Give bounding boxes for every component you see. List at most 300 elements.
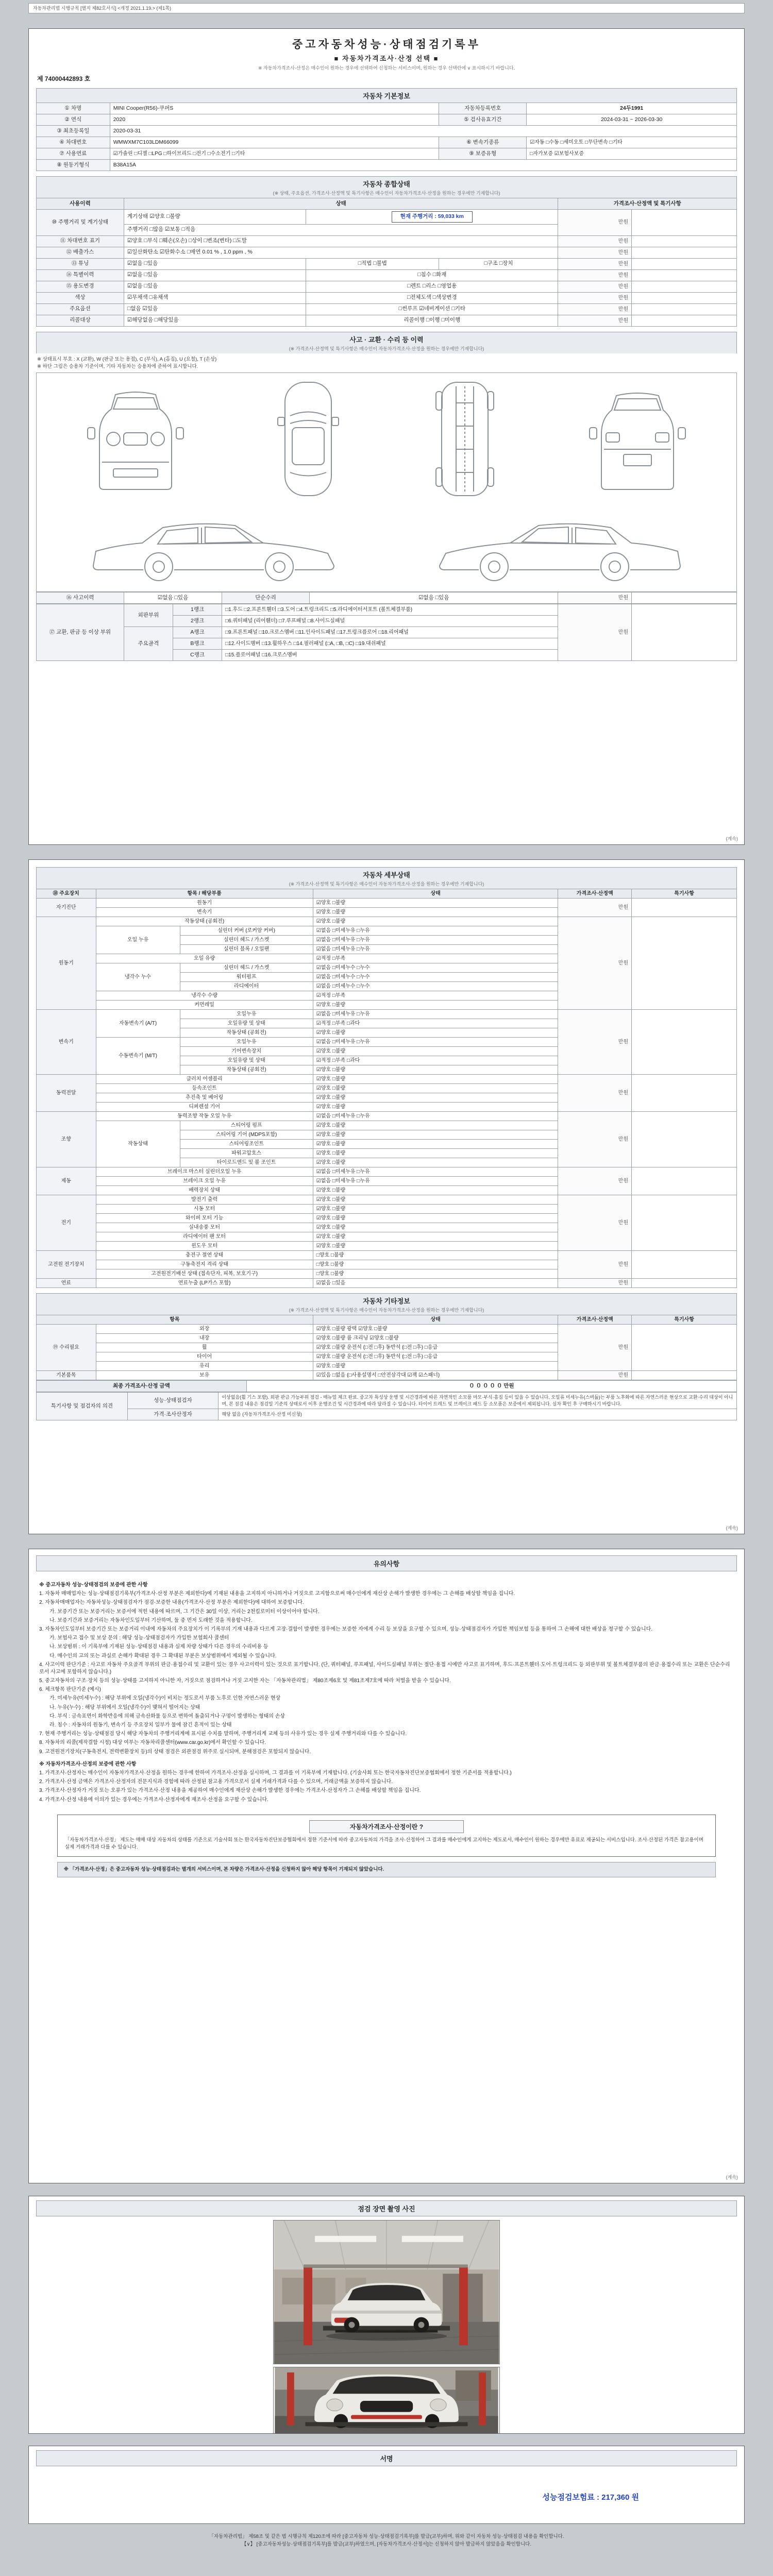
section-note-etc: (※ 가격조사·산정액 및 특기사항은 매수인이 자동차가격조사·산정을 원하는 경우에만 기재합니다) [289, 1308, 484, 1313]
table-cell: ☑없음 □미세누수 □누수 [313, 982, 558, 991]
table-cell: ☑없음 □미세누유 □누유 [313, 1177, 558, 1186]
page-continue-mark: (계속) [726, 1526, 738, 1531]
table-cell: 원동기 [37, 917, 96, 1010]
inspector-opinion-table [36, 1392, 737, 1420]
footer-line-2: 【∨】 [중고자동차성능·상태점검기록부]를 발급(교부)하였으며, [자동차가격조사·산정서]는 신청하지 않아 발급하지 않았음을 확인합니다. [242, 2541, 531, 2548]
notices-title: 유의사항 [36, 1555, 737, 1571]
table-cell: 와이퍼 모터 기능 [96, 1214, 313, 1223]
table-cell: 만원 [558, 1112, 632, 1167]
table-cell: 만원 [558, 604, 632, 661]
table-cell: ☑양호 □불량 운전석 (□전 □후) 동반석 (□전 □후) □응급 [313, 1343, 558, 1352]
table-cell: 오일유량 및 상태 [180, 1019, 313, 1028]
table-cell: 조향 [37, 1112, 96, 1167]
column-header-cell: 특기사항 [632, 889, 737, 899]
table-cell: ⑩ 주행거리 및 계기상태 [37, 210, 124, 236]
table-cell: 작동상태 [96, 1121, 180, 1167]
table-cell: 만원 [558, 269, 632, 281]
notice-line: 3. 가격조사·산정자가 거짓 또는 오류가 있는 가격조사·산정 내용을 제공하여 매수인에게 재산상 손해가 발생한 경우에는 가격조사·산정자가 그 손해를 배상할 책임을 집니다. [39, 1788, 421, 1794]
table-cell: ☑없음 □미세누수 □누수 [313, 973, 558, 982]
table-cell: ☑없음 □미세누유 □누유 [313, 926, 558, 936]
table-cell: 단순수리 [222, 592, 310, 604]
report-title-note: ※ 자동차가격조사·산정은 매수인이 원하는 경우에 선택하여 신청하는 서비스이며, 원하는 경우 선택란에 ∨ 표시하시기 바랍니다. [258, 65, 515, 71]
section-header-overall [36, 176, 737, 198]
car-underbody-diagram [426, 377, 503, 501]
table-cell: 만원 [558, 210, 632, 236]
table-cell: 냉각수 수량 [96, 991, 313, 1001]
table-cell: 오일 누유 [96, 926, 180, 954]
car-damage-diagram-panel [36, 372, 737, 592]
table-cell: □12.사이드멤버 □13.휠하우스 □14.필러패널 (□A, □B, □C) □19.대쉬패널 [222, 638, 558, 650]
table-cell: 색상 [37, 292, 124, 303]
table-cell: ⑤ 검사유효기간 [439, 114, 527, 126]
table-cell: 만원 [558, 235, 632, 247]
notice-line: 1. 가격조사·산정자는 매수인이 자동차가격조사·산정을 원하는 경우에 한하여 가격조사·산정을 실시하며, 그 결과를 이 기록부에 기재합니다. (기술사회 또는 한국자동차진단보증협회에서 정한 기준서를 적용합니다.) [39, 1770, 512, 1776]
notice-line: 5. 중고자동차의 구조·장치 등의 성능·상태를 고지하지 아니한 자, 거짓으로 점검하거나 거짓 고지한 자는 「자동차관리법」 제80조제6호 및 제81조제7호에 따라 처벌을 받을 수 있습니다. [39, 1678, 451, 1684]
table-cell: 성능·상태점검자 [127, 1393, 219, 1409]
table-cell: □렌트 □리스 □영업용 [306, 281, 558, 292]
column-header-cell: 가격조사·산정액 [558, 889, 632, 899]
detail-condition-table-grid [36, 889, 737, 1288]
table-cell: MINI Cooper(R56)-쿠퍼S [110, 103, 439, 114]
table-cell: 휠 [96, 1343, 313, 1352]
page-continue-mark: (계속) [726, 836, 738, 841]
signature-body [36, 2466, 737, 2518]
table-cell: ☑양호 □불량 [313, 1093, 558, 1103]
table-cell: 자동차등록번호 [439, 103, 527, 114]
table-cell: ⑰ 교환, 판금 등 이상 부위 [37, 604, 124, 661]
table-cell: □9.프론트패널 □10.크로스멤버 □11.인사이드패널 □17.트렁크플로어 □18.리어패널 [222, 627, 558, 638]
document-number: 제 74000442893 호 [37, 75, 91, 82]
table-cell [306, 210, 558, 225]
table-cell: □침수 □화재 [306, 269, 558, 281]
accident-history-table [36, 592, 737, 604]
table-cell [632, 917, 737, 1010]
table-cell: ☑양호 □불량 룸 크리닝 ☑양호 □불량 [313, 1334, 558, 1343]
table-cell: ☑적정 □부족 □과다 [313, 1056, 558, 1065]
accident-history-table-grid [36, 592, 737, 604]
table-cell: 구동축전지 격리 상태 [96, 1260, 313, 1269]
table-cell: 충전구 절연 상태 [96, 1251, 313, 1260]
table-cell: B38A15A [110, 160, 736, 171]
column-header-cell: 항목 / 해당부품 [96, 889, 313, 899]
table-cell: 스티어링 펌프 [180, 1121, 313, 1130]
table-cell [632, 269, 737, 281]
report-subtitle: ■ 자동차가격조사·산정 선택 ■ [334, 55, 439, 62]
etc-info-table-grid [36, 1315, 737, 1380]
table-cell: ☑없음 □미세누유 □누유 [313, 1010, 558, 1019]
table-cell: 윈도우 모터 [96, 1242, 313, 1251]
table-cell: 만원 [558, 1251, 632, 1279]
table-cell: ☑무채색 □유채색 [124, 292, 306, 303]
table-cell: 파워고압호스 [180, 1149, 313, 1158]
table-cell [632, 315, 737, 326]
table-cell: 주요골격 [124, 627, 173, 661]
damage-code-legend-line2: ※ 하단 그림은 승용차 기준이며, 기타 자동차는 승용차에 준하여 표시합니다. [37, 363, 198, 369]
table-cell: ☑양호 □불량 [313, 1158, 558, 1167]
table-cell: 실린더 블록 / 오일팬 [180, 945, 313, 954]
table-cell: ☑양호 □불량 [313, 1121, 558, 1130]
inspection-photo-wide [273, 2220, 500, 2364]
section-header-etc [36, 1293, 737, 1315]
table-cell: 라디에이터 [180, 982, 313, 991]
table-cell: 주행거리 □많음 ☑보통 □적음 [124, 224, 558, 235]
table-cell [632, 1195, 737, 1251]
table-cell: 원동기 [96, 899, 313, 908]
table-cell: 보유 [96, 1371, 313, 1380]
section-header-accident [36, 332, 737, 353]
table-cell: ⑫ 배출가스 [37, 247, 124, 258]
table-cell [632, 1010, 737, 1075]
table-cell: 만원 [558, 315, 632, 326]
column-header-cell: 상태 [313, 1315, 558, 1325]
table-cell [632, 1167, 737, 1195]
table-cell: ☑없음 □있음 [124, 592, 222, 604]
table-cell: 배력장치 상태 [96, 1186, 313, 1195]
table-cell: ☑없음 □미세누수 □누수 [313, 963, 558, 973]
table-cell: ☑없음 □있음 [124, 258, 306, 269]
table-cell: ☑양호 □불량 [313, 1195, 558, 1205]
table-cell: ☑적정 □부족 [313, 991, 558, 1001]
notice-line: 나. 누유(누수) : 해당 부위에서 오일(냉각수)이 맺혀서 떨어지는 상태 [49, 1704, 200, 1710]
table-cell [632, 1251, 737, 1279]
table-cell: 시동 모터 [96, 1205, 313, 1214]
table-cell: ☑양호 □불량 [313, 1223, 558, 1232]
table-cell: ☑양호 □불량 운전석 (□전 □후) 동반석 (□전 □후) □응급 [313, 1352, 558, 1362]
table-cell: 타이로드엔드 및 볼 조인트 [180, 1158, 313, 1167]
table-cell: 전기 [37, 1195, 96, 1251]
table-cell: ☑양호 □불량 [313, 1214, 558, 1223]
table-cell: ⑥ 변속기종류 [439, 137, 527, 148]
table-cell: 라디에이터 팬 모터 [96, 1232, 313, 1242]
table-cell: □6.쿼터패널 (리어휀더) □7.루프패널 □8.사이드실패널 [222, 616, 558, 627]
section-title-accident: 사고 · 교환 · 수리 등 이력 [349, 335, 424, 344]
table-cell: ☑양호 □불량 [313, 1205, 558, 1214]
table-cell: ☑양호 □불량 [313, 1130, 558, 1140]
table-cell [632, 1279, 737, 1288]
table-cell [632, 592, 737, 604]
page-continue-mark: (계속) [726, 2175, 738, 2180]
table-cell: 작동상태 (공회전) [96, 917, 313, 926]
section-title-etc: 자동차 기타정보 [363, 1297, 410, 1305]
table-cell: ☑양호 □불량 [313, 1084, 558, 1093]
table-cell: 2024-03-31 ~ 2026-03-30 [527, 114, 737, 126]
table-cell: ② 연식 [37, 114, 110, 126]
table-cell: ☑양호 □불량 [313, 1028, 558, 1038]
notice-line: 1. 자동차 매매업자는 성능·상태점검기록부(가격조사·산정 부분은 제외한다)에 기재된 내용을 고지하지 아니하거나 거짓으로 고지함으로써 매수인에게 재산상 손해가 발생한 경우에는 그 손해를 배상할 책임을 집니다. [39, 1591, 515, 1597]
table-cell: ① 차명 [37, 103, 110, 114]
table-cell: 만원 [558, 917, 632, 1010]
table-cell: 클러치 어셈블리 [96, 1075, 313, 1084]
table-cell: 이상없음(휠 기스 포함). 외판 판금 가능부위 점검 - 매뉴얼 체크 완료. 중고차 특성상 운행 및 시간경과에 따른 자연적인 소모품 마모·부식·흠집 등이 있을 수 있습니다. 오일류 미세누유(스며듦)는 부품 노후화에 따른 자연스러운 현상으로 교환·수리 대상이 아니며, 본 점검 내용은 점검일 기준의 상태로서 이후 운행조건 및 시간경과에 따라 달라질 수 있습니다. 타이어 트레드 및 브레이크 패드 등 소모품은 보증에서 제외됩니다. 실차 확인 후 구매하시기 바랍니다. [219, 1393, 737, 1409]
table-cell: ☑없음 □있음 [310, 592, 558, 604]
table-cell: 외장 [96, 1325, 313, 1334]
table-cell [632, 604, 737, 661]
notice-line: 6. 체크항목 판단기준 (예시) [39, 1687, 101, 1693]
table-cell [632, 281, 737, 292]
notice-line: ※ 자동차가격조사·산정의 보증에 관한 사항 [39, 1761, 137, 1767]
table-cell [632, 210, 737, 236]
table-cell: 2020 [110, 114, 439, 126]
table-cell: ③ 최초등록일 [37, 126, 110, 137]
table-cell: 만원 [558, 1279, 632, 1288]
table-cell: 디퍼렌셜 기어 [96, 1103, 313, 1112]
table-cell: 외판부위 [124, 604, 173, 627]
table-cell: B랭크 [173, 638, 222, 650]
table-cell: □썬루프 ☑네비게이션 □기타 [306, 303, 558, 315]
table-cell [632, 235, 737, 247]
notice-line: 3. 자동차인도일부터 보증기간 또는 보증거리 이내에 자동차의 주요장치가 이 기록부의 기재 내용과 다르게 고장·결함이 발생한 경우에는 보증한 자에게 수리 등 보상을 요구할 수 있으며, 성능·상태점검자가 가입한 책임보험 등을 통하여 그 손해에 대한 배상을 청구할 수 있습니다. [39, 1626, 653, 1632]
notice-line: 2. 자동차매매업자는 자동차성능·상태점검자가 점검·보증한 내용(가격조사·산정 부분은 제외한다)에 대하여 보증합니다. [39, 1600, 304, 1606]
car-diagram-row-1 [42, 377, 731, 501]
notices-page [28, 1549, 745, 2183]
table-cell: 만원 [558, 592, 632, 604]
table-cell: 변속기 [96, 908, 313, 917]
final-price-table-grid [36, 1380, 737, 1392]
section-note-detail: (※ 가격조사·산정액 및 특기사항은 매수인이 자동차가격조사·산정을 원하는 경우에만 기재합니다) [289, 882, 484, 887]
price-survey-definition-text: 「자동차가격조사·산정」 제도는 매매 대상 자동차의 상태를 기준으로 기술사회 또는 한국자동차진단보증협회에서 정한 기준서에 따라 중고자동차의 가격을 조사·산정하여 그 결과를 매수인에게 고지하는 제도로서, 매수인이 원하는 경우에만 유료로 제공되는 서비스입니다. 조사·산정된 가격은 참고용이며 실제 거래가격과 다를 수 있습니다. [64, 1837, 703, 1850]
page-footer [28, 2533, 745, 2548]
detail-condition-table [36, 889, 737, 1288]
mileage-box: 현재 주행거리 : 59,033 km [392, 211, 473, 223]
notice-line: 라. 침수 : 자동차의 원동기, 변속기 등 주요장치 일부가 물에 잠긴 흔적이 있는 상태 [49, 1722, 232, 1728]
table-cell: C랭크 [173, 650, 222, 661]
table-cell: ☑양호 □불량 [313, 1186, 558, 1195]
table-cell: 냉각수 누수 [96, 963, 180, 991]
table-cell: 기본품목 [37, 1371, 96, 1380]
table-cell: ☑양호 □불량 [313, 1232, 558, 1242]
table-cell: ☑양호 □불량 [313, 1362, 558, 1371]
table-cell: ☑가솔린 □디젤 □LPG □하이브리드 □전기 □수소전기 □기타 [110, 148, 439, 160]
table-cell: ☑없음 □있음 [124, 281, 306, 292]
notice-line: 나. 보상범위 : 이 기록부에 기재된 성능·상태점검 내용과 실제 차량 상태가 다른 경우의 수리비용 등 [49, 1644, 268, 1650]
table-cell: 만원 [558, 899, 632, 917]
column-header-cell: 가격조사·산정액 및 특기사항 [558, 198, 737, 210]
table-cell: ☑없음 □미세누유 □누유 [313, 945, 558, 954]
table-cell [632, 247, 737, 258]
notice-line: 2. 가격조사·산정 금액은 가격조사·산정자의 전문지식과 경험에 따라 산정된 참고용 가격으로서 실제 거래가격과 다를 수 있으며, 거래금액을 보증하지 않습니다. [39, 1779, 393, 1785]
table-cell: 가격·조사산정자 [127, 1409, 219, 1420]
table-cell: ☑양호 □불량 [313, 1001, 558, 1010]
table-cell: ☑양호 □불량 [313, 1075, 558, 1084]
table-cell: ④ 차대번호 [37, 137, 110, 148]
column-header-cell: 상태 [124, 198, 558, 210]
table-cell: 오일누유 [180, 1038, 313, 1047]
notice-line: 가. 보험사고 접수 및 보상 문의 : 해당 성능·상태점검자가 가입한 보험회사 콜센터 [49, 1635, 229, 1641]
notice-line: 나. 보증기간과 보증거리는 자동차인도일부터 기산하며, 둘 중 먼저 도래한 것을 적용합니다. [49, 1617, 253, 1623]
inspector-opinion-table-grid [36, 1392, 737, 1420]
table-cell: 특기사항 및 점검자의 의견 [37, 1393, 128, 1420]
table-cell: 2랭크 [173, 616, 222, 627]
table-cell: ☑적정 □부족 [313, 954, 558, 963]
table-cell: 실린더 커버 (로커암 커버) [180, 926, 313, 936]
car-rear-diagram [583, 377, 692, 501]
table-cell [632, 1112, 737, 1167]
table-cell: ☑양호 □불량 [313, 1140, 558, 1149]
table-cell: 연료 [37, 1279, 96, 1288]
table-cell: □구조 □장치 [439, 258, 558, 269]
table-cell: ０ ０ ０ ０ ０ 만원 [246, 1381, 736, 1392]
table-cell: ☑양호 □불량 [313, 1047, 558, 1056]
table-cell: □1.후드 □2.프론트휀더 □3.도어 □4.트렁크리드 □5.라디에이터서포트 (볼트체결부품) [222, 604, 558, 616]
table-cell: ☑양호 □불량 [313, 1242, 558, 1251]
table-cell: 스티어링 기어 (MDPS포함) [180, 1130, 313, 1140]
section-title-overall: 자동차 종합상태 [363, 180, 410, 188]
price-survey-highlight-note: ※ 「가격조사·산정」은 중고자동차 성능·상태점검과는 별개의 서비스이며, 본 차량은 가격조사·산정을 신청하지 않아 해당 항목이 기재되지 않았습니다. [57, 1862, 716, 1877]
table-cell: 타이어 [96, 1352, 313, 1362]
car-side-right-diagram [425, 505, 693, 587]
table-cell: ☑해당없음 □해당있음 [124, 315, 306, 326]
notice-line: ※ 중고자동차 성능·상태점검의 보증에 관한 사항 [39, 1582, 148, 1588]
table-cell: WMWXM7C103LDM66099 [110, 137, 439, 148]
notices-body [36, 1575, 737, 1806]
table-cell: 오일 유량 [96, 954, 313, 963]
column-header-cell: 사용이력 [37, 198, 124, 210]
table-cell [632, 258, 737, 269]
section-title-detail: 자동차 세부상태 [363, 871, 410, 879]
table-cell: 고전원 전기장치 [37, 1251, 96, 1279]
table-cell: 수동변속기 (M/T) [96, 1038, 180, 1075]
table-cell: 만원 [558, 1371, 632, 1380]
table-cell: 만원 [558, 1167, 632, 1195]
print-header-text: 자동차관리법 시행규칙 [별지 제82호서식] <개정 2021.1.19.> (제1쪽) [33, 6, 171, 11]
table-cell: 추진축 및 베어링 [96, 1093, 313, 1103]
table-cell: 동력조향 작동 오일 누유 [96, 1112, 313, 1121]
table-cell: ⑯ 사고이력 [37, 592, 124, 604]
section-note-accident: (※ 가격조사·산정액 및 특기사항은 매수인이 자동차가격조사·산정을 원하는 경우에만 기재합니다) [289, 346, 484, 351]
table-cell: 실내송풍 모터 [96, 1223, 313, 1232]
table-cell: A랭크 [173, 627, 222, 638]
table-cell: ☑없음 □미세누유 □누유 [313, 1167, 558, 1177]
table-cell: 동력전달 [37, 1075, 96, 1112]
photos-page [28, 2196, 745, 2434]
table-cell: 만원 [558, 258, 632, 269]
car-side-left-diagram [80, 505, 348, 587]
table-cell: ⑬ 튜닝 [37, 258, 124, 269]
table-cell: 자동변속기 (A/T) [96, 1010, 180, 1038]
table-cell: □양호 □불량 [313, 1269, 558, 1279]
overall-condition-table [36, 198, 737, 327]
table-cell: ☑없음 □있음 [124, 269, 306, 281]
table-cell: 만원 [558, 292, 632, 303]
section-header-basic-info [36, 88, 737, 103]
column-header-cell: 최종 가격조사·산정 금액 [37, 1381, 247, 1392]
price-survey-definition-box [57, 1815, 716, 1857]
table-cell: 등속조인트 [96, 1084, 313, 1093]
table-cell: □전체도색 □색상변경 [306, 292, 558, 303]
table-cell: 만원 [558, 1195, 632, 1251]
table-cell: ⑭ 특별이력 [37, 269, 124, 281]
basic-info-table [36, 103, 737, 171]
notice-line: 8. 자동차의 리콜(제작결함 시정) 대상 여부는 자동차리콜센터(www.car.go.kr)에서 확인할 수 있습니다. [39, 1740, 266, 1746]
table-cell: 작동상태 (공회전) [180, 1065, 313, 1075]
table-cell: ⑪ 차대번호 표기 [37, 235, 124, 247]
inspection-photo-close [273, 2367, 500, 2434]
table-cell: 스티어링조인트 [180, 1140, 313, 1149]
table-cell: 작동상태 (공회전) [180, 1028, 313, 1038]
table-cell: 브레이크 오일 누유 [96, 1177, 313, 1186]
notice-line: 9. 고전원전기장치(구동축전지, 전력변환장치 등)의 상태 점검은 외관점검 위주로 실시되며, 분해점검은 포함되지 않습니다. [39, 1749, 311, 1755]
table-cell: ⑧ 원동기형식 [37, 160, 110, 171]
table-cell: ☑없음 □미세누유 □누유 [313, 1038, 558, 1047]
table-cell: 실린더 헤드 / 가스켓 [180, 936, 313, 945]
table-cell: 24두1991 [527, 103, 737, 114]
table-cell: ☑적정 □부족 □과다 [313, 1019, 558, 1028]
damage-code-legend-line1: ※ 상태표시 부호 : X (교환), W (판금 또는 용접), C (부식), A (흠집), U (요철), T (손상) [37, 356, 217, 362]
table-cell: □양호 □불량 [313, 1260, 558, 1269]
table-cell: 만원 [558, 281, 632, 292]
table-cell: ☑없음 □미세누유 □누유 [313, 936, 558, 945]
table-cell: 브레이크 마스터 실린더오일 누유 [96, 1167, 313, 1177]
table-cell: ☑양호 □불량 [313, 917, 558, 926]
table-cell: □없음 ☑있음 [124, 303, 306, 315]
table-cell: 만원 [558, 247, 632, 258]
table-cell: 자기진단 [37, 899, 96, 917]
table-cell: ☑양호 □불량 [313, 908, 558, 917]
table-cell: 제동 [37, 1167, 96, 1195]
table-cell: ☑양호 □불량 광택 ☑양호 □불량 [313, 1325, 558, 1334]
etc-info-table [36, 1315, 737, 1380]
notice-line: 가. 보증기간 또는 보증거리는 보증서에 적힌 내용에 따르며, 그 기간은 30일 이상, 거리는 2천킬로미터 이상이어야 합니다. [49, 1608, 320, 1615]
table-cell: □적법 □불법 [306, 258, 439, 269]
car-diagram-row-2 [42, 505, 731, 587]
table-cell [632, 292, 737, 303]
section-note-overall: (※ 상태, 주요옵션, 가격조사·산정액 및 특기사항은 매수인이 자동차가격조사·산정을 원하는 경우에만 기재합니다) [273, 191, 500, 196]
report-page-1 [28, 28, 745, 845]
table-cell: 리콜대상 [37, 315, 124, 326]
table-cell [632, 1075, 737, 1112]
table-cell: 유리 [96, 1362, 313, 1371]
basic-info-table-grid [36, 103, 737, 171]
table-cell: ⑨ 보증유형 [439, 148, 527, 160]
notice-line: 다. 부식 : 금속표면이 화학반응에 의해 금속산화물 등으로 변하여 돌출되거나 구멍이 발생하는 형태의 손상 [49, 1713, 285, 1719]
table-cell: ☑없음 □미세누유 □누유 [313, 1112, 558, 1121]
table-cell: 내장 [96, 1334, 313, 1343]
table-cell: 발전기 출력 [96, 1195, 313, 1205]
table-cell: □자가보증 ☑보험사보증 [527, 148, 737, 160]
table-cell: □양호 □불량 [313, 1251, 558, 1260]
report-title-block [36, 36, 737, 71]
table-cell: 고전원전기배선 상태 (접속단자, 피복, 보호기구) [96, 1269, 313, 1279]
panel-replacement-table-grid [36, 604, 737, 661]
table-cell: 워터펌프 [180, 973, 313, 982]
notice-line: 7. 현재 주행거리는 성능·상태점검 당시 해당 자동차의 주행거리계에 표시된 수치를 말하며, 주행거리계 교체 등의 사유가 있는 경우 실제 주행거리와 다를 수 있습니다. [39, 1731, 407, 1737]
table-cell: 만원 [558, 303, 632, 315]
notice-line: 가. 미세누유(미세누수) : 해당 부위에 오일(냉각수)이 비치는 정도로서 부품 노후로 인한 자연스러운 현상 [49, 1696, 281, 1702]
final-price-table [36, 1380, 737, 1392]
table-cell: 커먼레일 [96, 1001, 313, 1010]
table-cell: 기어변속장치 [180, 1047, 313, 1056]
insurance-fee-text: 성능점검보험료 : 217,360 원 [542, 2493, 639, 2502]
table-cell: ⑲ 수리필요 [37, 1325, 96, 1371]
report-title: 중고자동차성능·상태점검기록부 [292, 39, 481, 50]
column-header-cell: ⑱ 주요장치 [37, 889, 96, 899]
table-cell: ☑자동 □수동 □세미오토 □무단변속 □기타 [527, 137, 737, 148]
table-cell [632, 899, 737, 917]
notice-line: 4. 가격조사·산정 내용에 이의가 있는 경우에는 가격조사·산정자에게 재조사·산정을 요구할 수 있습니다. [39, 1797, 268, 1803]
car-top-diagram [270, 377, 347, 501]
report-page-2 [28, 859, 745, 1534]
table-cell: 만원 [558, 1075, 632, 1112]
table-cell: ☑양호 □불량 [313, 899, 558, 908]
section-header-detail [36, 867, 737, 889]
table-cell: 오일유량 및 상태 [180, 1056, 313, 1065]
table-cell: ⑦ 사용연료 [37, 148, 110, 160]
table-cell [632, 1371, 737, 1380]
table-cell: 2020-03-31 [110, 126, 736, 137]
table-cell: ⑮ 용도변경 [37, 281, 124, 292]
section-title-basic-info: 자동차 기본정보 [363, 92, 410, 100]
table-cell: 1랭크 [173, 604, 222, 616]
